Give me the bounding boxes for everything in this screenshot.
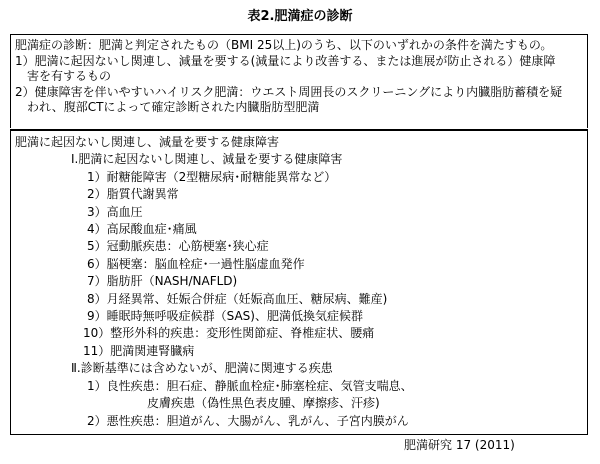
disorders-box (10, 129, 588, 435)
list-item: 1）耐糖能障害（2型糖尿病･耐糖能異常など） (87, 169, 337, 184)
list-item: 11）肥満関連腎臓病 (83, 343, 195, 358)
definition-line: われ、腹部CTによって確定診断された内臓脂肪型肥満 (27, 100, 320, 114)
list-item: 4）高尿酸血症･痛風 (87, 222, 197, 237)
list-item: 8）月経異常、妊娠合併症（妊娠高血圧、糖尿病、難産) (87, 291, 388, 306)
definition-line: 1）肥満に起因ないし関連し、減量を要する(減量により改善する、または進展が防止される）健康障 (15, 53, 556, 68)
table-title: 表2.肥満症の診断 (247, 9, 353, 24)
list-item: 1）良性疾患：胆石症、静脈血栓症･肺塞栓症、気管支喘息、 (87, 378, 413, 393)
list-item: 2）悪性疾患：胆道がん、大腸がん、乳がん、子宮内膜がん (87, 413, 409, 428)
section2-title: Ⅱ.診断基準には含めないが、肥満に関連する疾患 (71, 361, 333, 376)
source-citation: 肥満研究 17 (2011) (404, 438, 515, 452)
list-item: 3）高血圧 (87, 204, 143, 219)
disorders-heading: 肥満に起因ないし関連し、減量を要する健康障害 (15, 135, 280, 149)
list-item: 2）脂質代謝異常 (87, 187, 179, 202)
list-item-continuation: 皮膚疾患（偽性黒色表皮腫、摩擦疹、汗疹) (147, 396, 380, 411)
list-item: 9）睡眠時無呼吸症候群（SAS)、肥満低換気症候群 (87, 309, 363, 324)
definition-line: 肥満症の診断：肥満と判定されたもの（BMI 25以上)のうち、以下のいずれかの条件を満たすもの。 (15, 38, 553, 52)
list-item: 7）脂肪肝（NASH/NAFLD) (87, 274, 238, 289)
definition-line: 害を有するもの (27, 69, 112, 83)
list-item: 6）脳梗塞：脳血栓症･一過性脳虚血発作 (87, 256, 305, 271)
list-item: 10）整形外科的疾患：変形性関節症、脊椎症状、腰痛 (83, 326, 375, 341)
definition-line: 2）健康障害を伴いやすいハイリスク肥満：ウエスト周囲長のスクリーニングにより内臓脂肪蓄積を疑 (15, 84, 563, 99)
list-item: 5）冠動脈疾患：心筋梗塞･狭心症 (87, 239, 269, 254)
section1-title: Ⅰ.肥満に起因ないし関連し、減量を要する健康障害 (71, 152, 343, 167)
definition-box (10, 34, 588, 128)
